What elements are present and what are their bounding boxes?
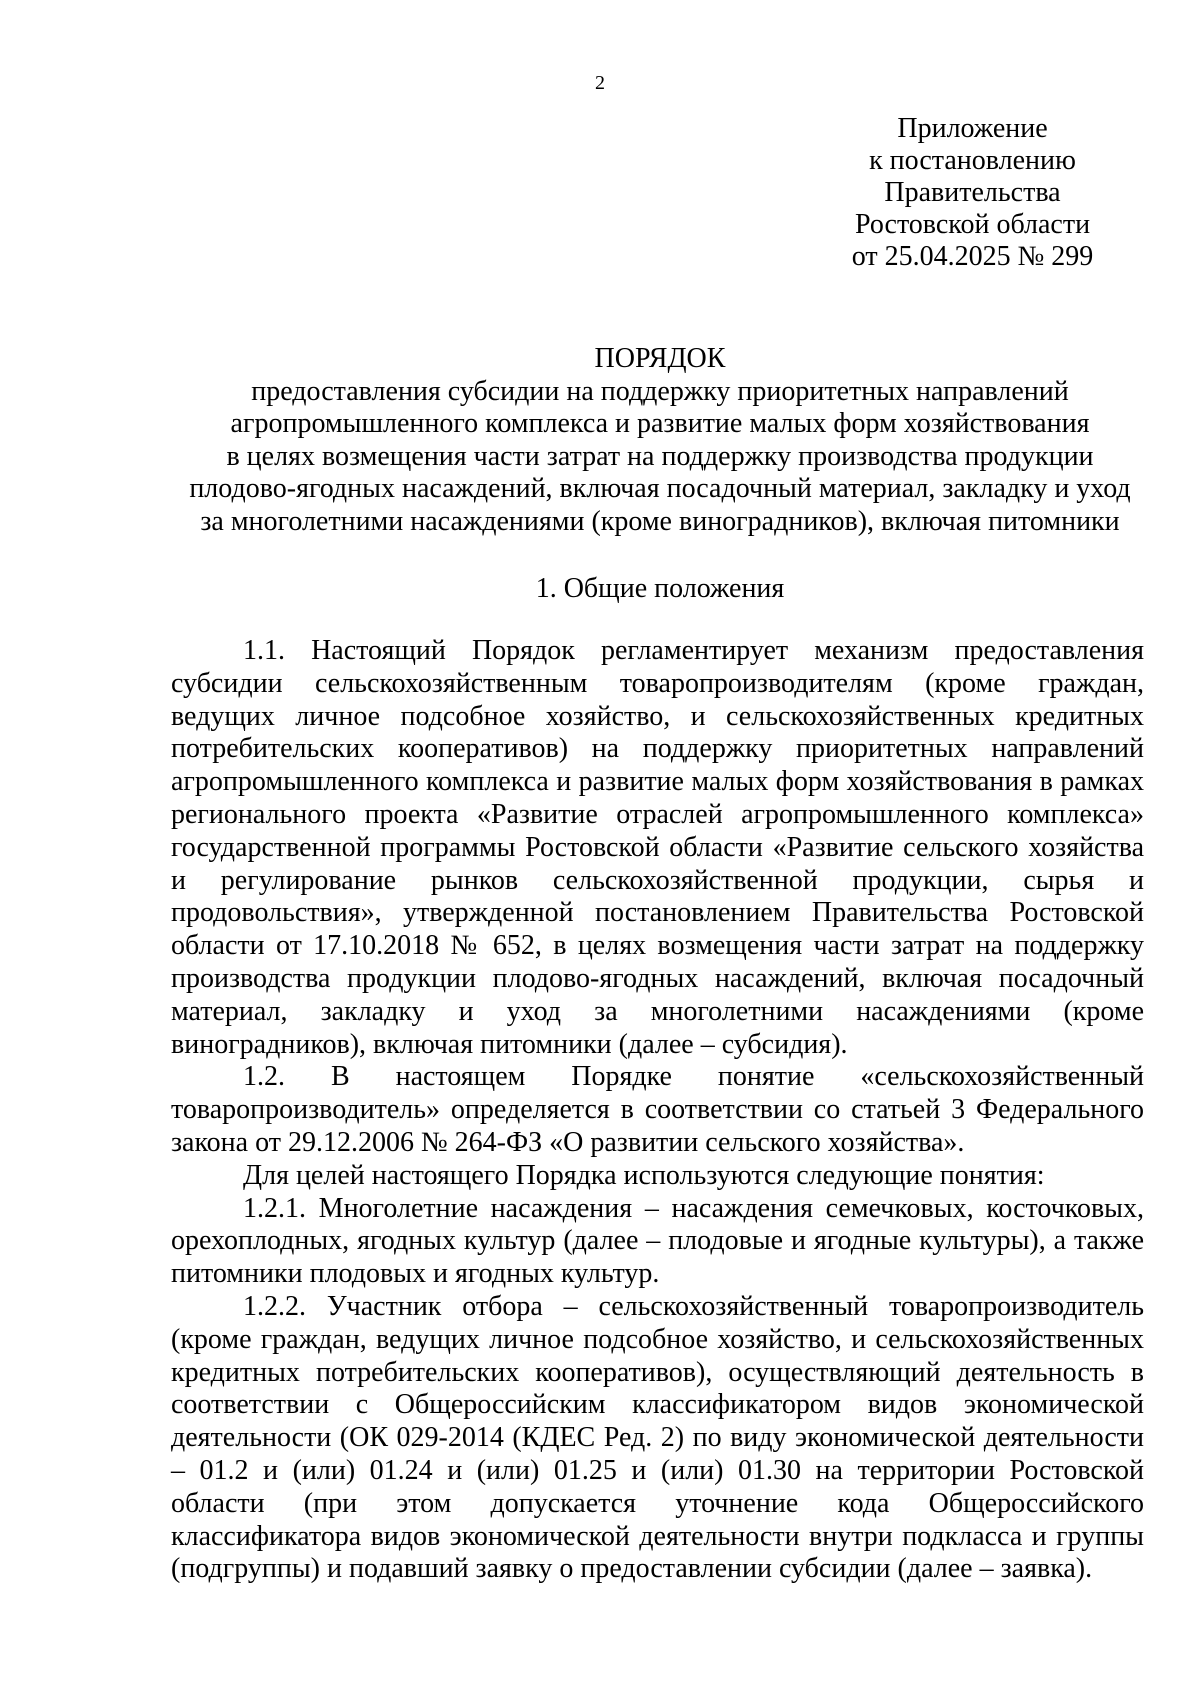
title-subtitle-line: агропромышленного комплекса и развитие малых форм хозяйствования	[230, 408, 1090, 439]
document-body	[171, 635, 1144, 1586]
title-subtitle-line: в целях возмещения части затрат на поддержку производства продукции	[226, 440, 1094, 472]
section-heading: 1. Общие положения	[535, 573, 785, 604]
paragraph: 1.2.1. Многолетние насаждения – насаждения семечковых, косточковых, орехоплодных, ягодных культур (далее – плодовые и ягодные культуры), а также питомники плодовых и ягодных культур.	[171, 1192, 1144, 1290]
appendix-line: Ростовской области	[854, 209, 1091, 240]
paragraph: Для целей настоящего Порядка используются следующие понятия:	[243, 1159, 1045, 1191]
title-subtitle-line: плодово-ягодных насаждений, включая посадочный материал, закладку и уход	[189, 473, 1131, 504]
appendix-line: к постановлению	[869, 145, 1076, 176]
paragraph: 1.1. Настоящий Порядок регламентирует механизм предоставления субсидии сельскохозяйственным товаропроизводителям (кроме граждан, ведущих личное подсобное хозяйство, и сельскохозяйственных кредитных потребительских кооперативов) на поддержку приоритетных направлений агропромышленного комплекса и развитие малых форм хозяйствования в рамках регионального проекта «Развитие отраслей агропромышленного комплекса» государственной программы Ростовской области «Развитие сельского хозяйства и регулирование рынков сельскохозяйственной продукции, сырья и продовольствия», утвержденной постановлением Правительства Ростовской области от 17.10.2018 № 652, в целях возмещения части затрат на поддержку производства продукции плодово-ягодных насаждений, включая посадочный материал, закладку и уход за многолетними насаждениями (кроме виноградников), включая питомники (далее – субсидия).	[171, 635, 1144, 1060]
title-subtitle-line: за многолетними насаждениями (кроме виноградников), включая питомники	[200, 505, 1120, 537]
paragraph: 1.2. В настоящем Порядке понятие «сельскохозяйственный товаропроизводитель» определяется в соответствии со статьей 3 Федерального закона от 29.12.2006 № 264-ФЗ «О развитии сельского хозяйства».	[171, 1061, 1144, 1158]
appendix-line: Правительства	[884, 177, 1061, 208]
paragraph: 1.2.2. Участник отбора – сельскохозяйственный товаропроизводитель (кроме граждан, ведущих личное подсобное хозяйство, и сельскохозяйственных кредитных потребительских кооперативов), осуществляющий деятельность в соответствии с Общероссийским классификатором видов экономической деятельности (ОК 029-2014 (КДЕС Ред. 2) по виду экономической деятельности – 01.2 и (или) 01.24 и (или) 01.25 и (или) 01.30 на территории Ростовской области (при этом допускается уточнение кода Общероссийского классификатора видов экономической деятельности внутри подкласса и группы (подгруппы) и подавший заявку о предоставлении субсидии (далее – заявка).	[171, 1290, 1144, 1585]
appendix-line: Приложение	[897, 113, 1048, 144]
appendix-block	[820, 113, 1125, 273]
document-title	[120, 343, 1200, 538]
page-number: 2	[595, 72, 605, 94]
title-subtitle-line: предоставления субсидии на поддержку приоритетных направлений	[251, 375, 1069, 407]
appendix-line: от 25.04.2025 № 299	[851, 241, 1094, 272]
title-heading: ПОРЯДОК	[594, 343, 726, 374]
